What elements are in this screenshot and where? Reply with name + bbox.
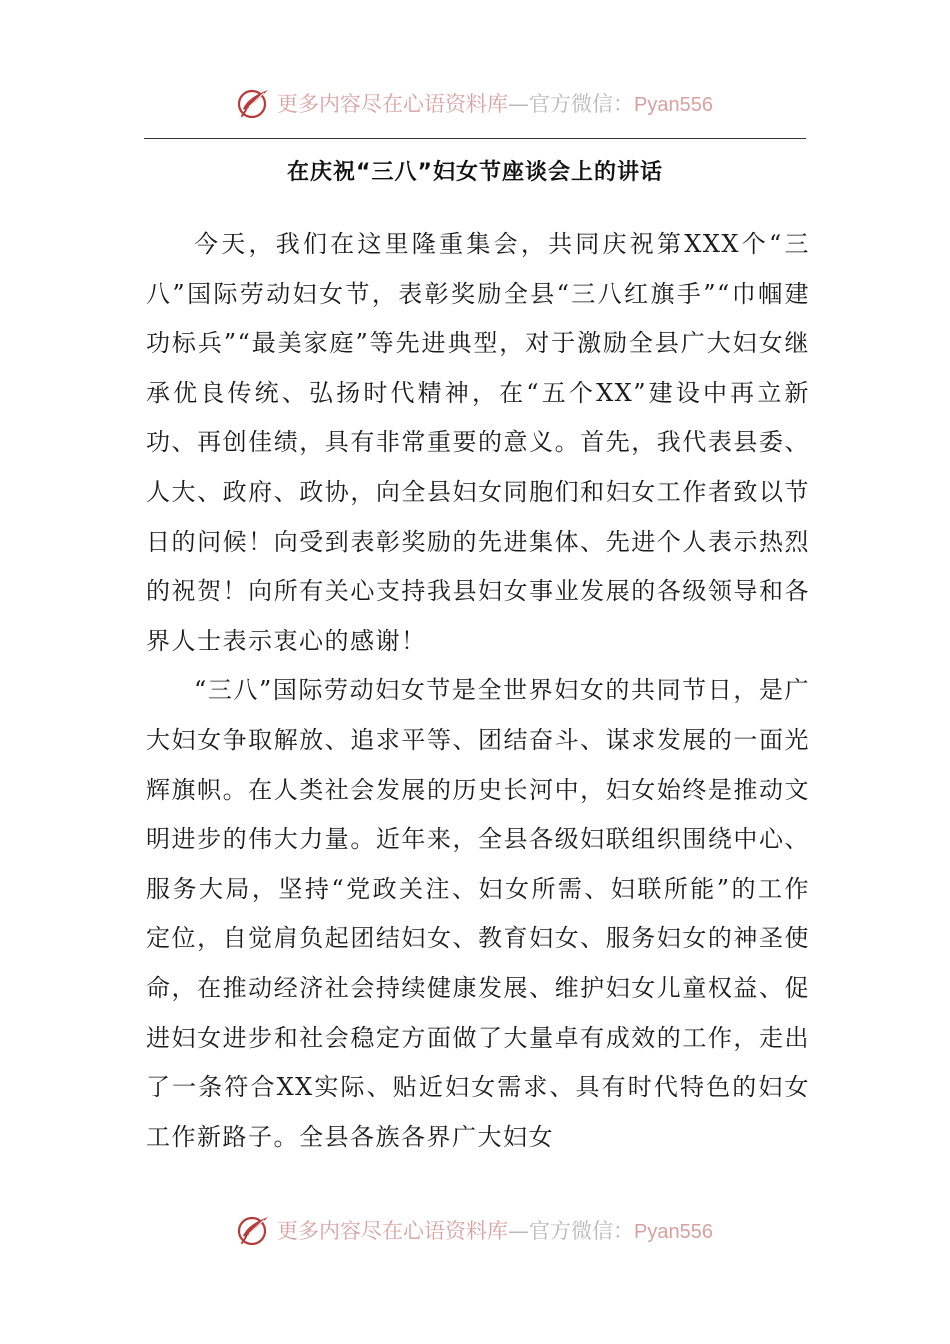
- header-wechat-label: 官方微信：: [529, 92, 635, 116]
- header-library-text: 更多内容尽在心语资料库: [277, 92, 509, 116]
- footer-separator: —: [508, 1219, 530, 1243]
- pen-logo-icon: [237, 1213, 271, 1247]
- footer-banner: [0, 1208, 950, 1252]
- document-body: [146, 220, 810, 1162]
- footer-wechat-label: 官方微信：: [529, 1219, 635, 1243]
- footer-library-text: 更多内容尽在心语资料库: [277, 1219, 509, 1243]
- pen-logo-icon: [237, 86, 271, 120]
- document-title: 在庆祝“三八”妇女节座谈会上的讲话: [287, 160, 663, 185]
- header-banner: [0, 81, 950, 125]
- header-wechat-id: Pyan556: [634, 94, 713, 116]
- paragraph-1: 今天，我们在这里隆重集会，共同庆祝第XXX个“三八”国际劳动妇女节，表彰奖励全县“三八红旗手”“巾帼建功标兵”“最美家庭”等先进典型，对于激励全县广大妇女继承优良传统、弘扬时代精神，在“五个XX”建设中再立新功、再创佳绩，具有非常重要的意义。首先，我代表县委、人大、政府、政协，向全县妇女同胞们和妇女工作者致以节日的问候！向受到表彰奖励的先进集体、先进个人表示热烈的祝贺！向所有关心支持我县妇女事业发展的各级领导和各界人士表示衷心的感谢！: [146, 230, 810, 655]
- footer-wechat-id: Pyan556: [634, 1221, 713, 1243]
- header-divider: [144, 138, 806, 139]
- paragraph-2: “三八”国际劳动妇女节是全世界妇女的共同节日，是广大妇女争取解放、追求平等、团结奋斗、谋求发展的一面光辉旗帜。在人类社会发展的历史长河中，妇女始终是推动文明进步的伟大力量。近年来，全县各级妇联组织围绕中心、服务大局，坚持“党政关注、妇女所需、妇联所能”的工作定位，自觉肩负起团结妇女、教育妇女、服务妇女的神圣使命，在推动经济社会持续健康发展、维护妇女儿童权益、促进妇女进步和社会稳定方面做了大量卓有成效的工作，走出了一条符合XX实际、贴近妇女需求、具有时代特色的妇女工作新路子。全县各族各界广大妇女: [146, 676, 810, 1151]
- header-separator: —: [508, 92, 530, 116]
